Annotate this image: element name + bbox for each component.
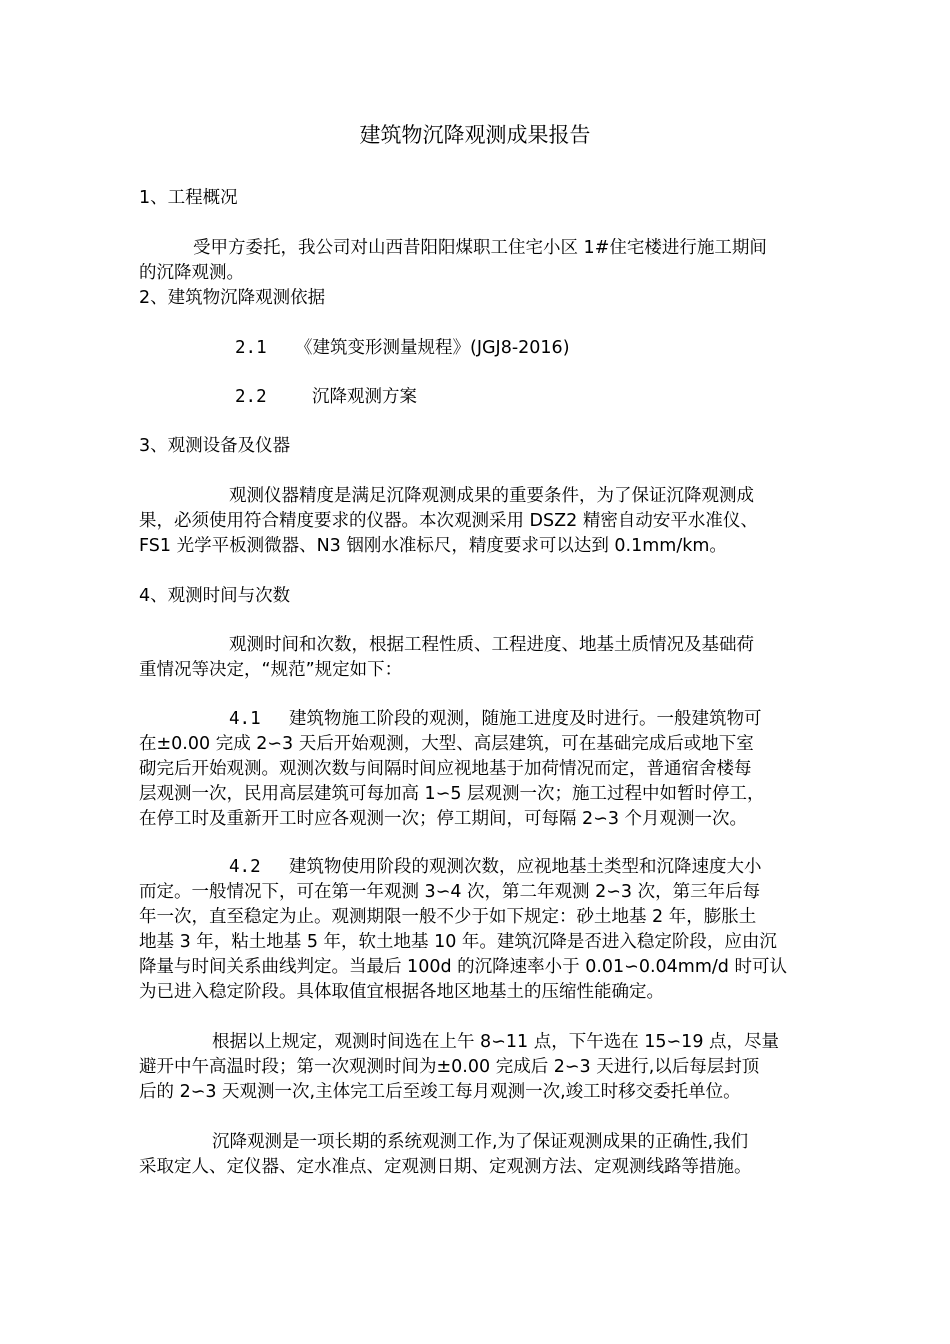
- paragraph-line: 而定。一般情况下，可在第一年观测 3∽4 次，第二年观测 2∽3 次，第三年后每: [139, 882, 761, 902]
- paragraph-line: 后的 2∽3 天观测一次,主体完工后至竣工每月观测一次,竣工时移交委托单位。: [139, 1082, 741, 1102]
- document-title: 建筑物沉降观测成果报告: [359, 123, 591, 147]
- subsection-number: 4.1: [229, 709, 261, 729]
- paragraph-line: 根据以上规定，观测时间选在上午 8∽11 点，下午选在 15∽19 点，尽量: [212, 1032, 780, 1052]
- paragraph-line: 的沉降观测。: [139, 263, 244, 283]
- paragraph-line: 为已进入稳定阶段。具体取值宜根据各地区地基土的压缩性能确定。: [139, 982, 664, 1002]
- paragraph-line: 层观测一次，民用高层建筑可每加高 1∽5 层观测一次；施工过程中如暂时停工，: [139, 784, 765, 804]
- list-item-text: 沉降观测方案: [312, 387, 417, 407]
- paragraph-line: 年一次，直至稳定为止。观测期限一般不少于如下规定：砂土地基 2 年，膨胀土: [139, 907, 757, 927]
- paragraph-line: 避开中午高温时段；第一次观测时间为±0.00 完成后 2∽3 天进行,以后每层封顶: [139, 1057, 760, 1077]
- subsection-number: 4.2: [229, 857, 261, 877]
- section-heading-4: 4、观测时间与次数: [139, 586, 291, 606]
- paragraph-line: 砌完后开始观测。观测次数与间隔时间应视地基于加荷情况而定，普通宿舍楼每: [139, 759, 752, 779]
- paragraph-line: 受甲方委托，我公司对山西昔阳阳煤职工住宅小区 1#住宅楼进行施工期间: [193, 238, 767, 258]
- paragraph-line: 在±0.00 完成 2∽3 天后开始观测，大型、高层建筑，可在基础完成后或地下室: [139, 734, 754, 754]
- paragraph-line: 观测时间和次数，根据工程性质、工程进度、地基土质情况及基础荷: [229, 635, 754, 655]
- list-item-text: 《建筑变形测量规程》(JGJ8-2016): [295, 338, 570, 358]
- list-item-number: 2.2: [235, 387, 267, 407]
- paragraph-line: 地基 3 年，粘土地基 5 年，软土地基 10 年。建筑沉降是否进入稳定阶段，应由沉: [139, 932, 777, 952]
- section-heading-1: 1、工程概况: [139, 188, 238, 208]
- paragraph-line: 建筑物使用阶段的观测次数，应视地基土类型和沉降速度大小: [289, 857, 762, 877]
- section-heading-3: 3、观测设备及仪器: [139, 436, 291, 456]
- paragraph-line: 重情况等决定，“规范”规定如下：: [139, 660, 403, 680]
- paragraph-line: FS1 光学平板测微器、N3 铟刚水准标尺，精度要求可以达到 0.1mm/km。: [139, 536, 727, 556]
- paragraph-line: 沉降观测是一项长期的系统观测工作,为了保证观测成果的正确性,我们: [212, 1132, 749, 1152]
- paragraph-line: 采取定人、定仪器、定水准点、定观测日期、定观测方法、定观测线路等措施。: [139, 1157, 752, 1177]
- section-heading-2: 2、建筑物沉降观测依据: [139, 288, 326, 308]
- paragraph-line: 果，必须使用符合精度要求的仪器。本次观测采用 DSZ2 精密自动安平水准仪、: [139, 511, 758, 531]
- paragraph-line: 降量与时间关系曲线判定。当最后 100d 的沉降速率小于 0.01∽0.04mm/d 时可认: [139, 957, 787, 977]
- paragraph-line: 建筑物施工阶段的观测，随施工进度及时进行。一般建筑物可: [289, 709, 762, 729]
- list-item-number: 2.1: [235, 338, 267, 358]
- paragraph-line: 观测仪器精度是满足沉降观测成果的重要条件，为了保证沉降观测成: [229, 486, 754, 506]
- paragraph-line: 在停工时及重新开工时应各观测一次；停工期间，可每隔 2∽3 个月观测一次。: [139, 809, 748, 829]
